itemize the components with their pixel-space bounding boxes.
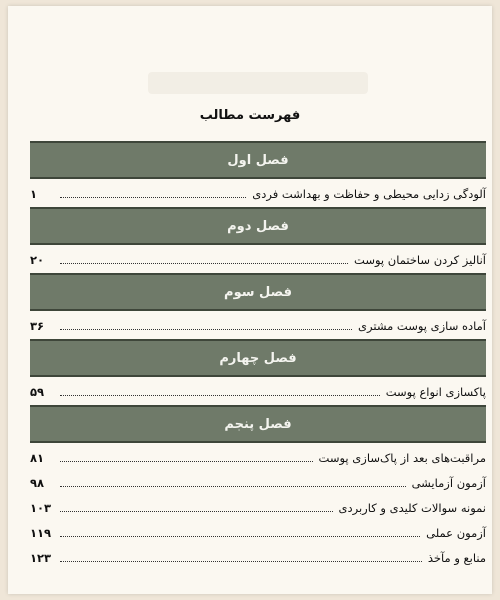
document-page bbox=[8, 6, 492, 594]
chapter-header: فصل دوم bbox=[30, 207, 486, 245]
toc-entry-title: نمونه سوالات کلیدی و کاربردی bbox=[338, 501, 486, 515]
chapter-2 bbox=[30, 207, 486, 270]
toc-entry-title: پاکسازی انواع پوست bbox=[385, 385, 486, 399]
chapter-5 bbox=[30, 405, 486, 568]
leader-dots bbox=[60, 197, 246, 198]
toc-entry-title: آنالیز کردن ساختمان پوست bbox=[354, 253, 486, 267]
toc-entry[interactable] bbox=[30, 543, 486, 568]
table-of-contents bbox=[30, 141, 486, 571]
toc-entry[interactable] bbox=[30, 518, 486, 543]
toc-entry[interactable] bbox=[30, 443, 486, 468]
toc-entry-title: آماده سازی پوست مشتری bbox=[358, 319, 486, 333]
chapter-header: فصل پنجم bbox=[30, 405, 486, 443]
toc-entry-title: آزمون عملی bbox=[426, 526, 486, 540]
leader-dots bbox=[60, 395, 380, 396]
chapter-3 bbox=[30, 273, 486, 336]
toc-entry-title: آزمون آزمایشی bbox=[411, 476, 486, 490]
toc-title: فهرست مطالب bbox=[199, 108, 301, 123]
toc-entry-page: ۹۸ bbox=[30, 476, 45, 490]
chapter-header: فصل سوم bbox=[30, 273, 486, 311]
leader-dots bbox=[60, 461, 313, 462]
chapter-4 bbox=[30, 339, 486, 402]
toc-entry-title: مراقبت‌های بعد از پاک‌سازی پوست bbox=[318, 451, 486, 465]
toc-entry-page: ۳۶ bbox=[30, 319, 45, 333]
toc-entry-page: ۱۰۳ bbox=[30, 501, 52, 515]
toc-entry-page: ۱۱۹ bbox=[30, 526, 52, 540]
toc-entry[interactable] bbox=[30, 179, 486, 204]
chapter-header: فصل اول bbox=[30, 141, 486, 179]
toc-entry-page: ۸۱ bbox=[30, 451, 45, 465]
toc-entry[interactable] bbox=[30, 493, 486, 518]
toc-entry-title: منابع و مآخذ bbox=[427, 551, 486, 565]
toc-entry[interactable] bbox=[30, 245, 486, 270]
toc-entry-page: ۱ bbox=[30, 187, 38, 201]
leader-dots bbox=[60, 536, 420, 537]
toc-entry-page: ۵۹ bbox=[30, 385, 45, 399]
toc-entry[interactable] bbox=[30, 377, 486, 402]
leader-dots bbox=[60, 486, 406, 487]
toc-entry[interactable] bbox=[30, 468, 486, 493]
toc-entry-page: ۱۲۳ bbox=[30, 551, 52, 565]
chapter-1 bbox=[30, 141, 486, 204]
toc-entry-page: ۲۰ bbox=[30, 253, 45, 267]
leader-dots bbox=[60, 561, 422, 562]
toc-entry[interactable] bbox=[30, 311, 486, 336]
chapter-header: فصل چهارم bbox=[30, 339, 486, 377]
leader-dots bbox=[60, 329, 352, 330]
leader-dots bbox=[60, 511, 333, 512]
bleed-through-header bbox=[148, 72, 368, 94]
toc-entry-title: آلودگی زدایی محیطی و حفاظت و بهداشت فردی bbox=[252, 187, 486, 201]
leader-dots bbox=[60, 263, 348, 264]
